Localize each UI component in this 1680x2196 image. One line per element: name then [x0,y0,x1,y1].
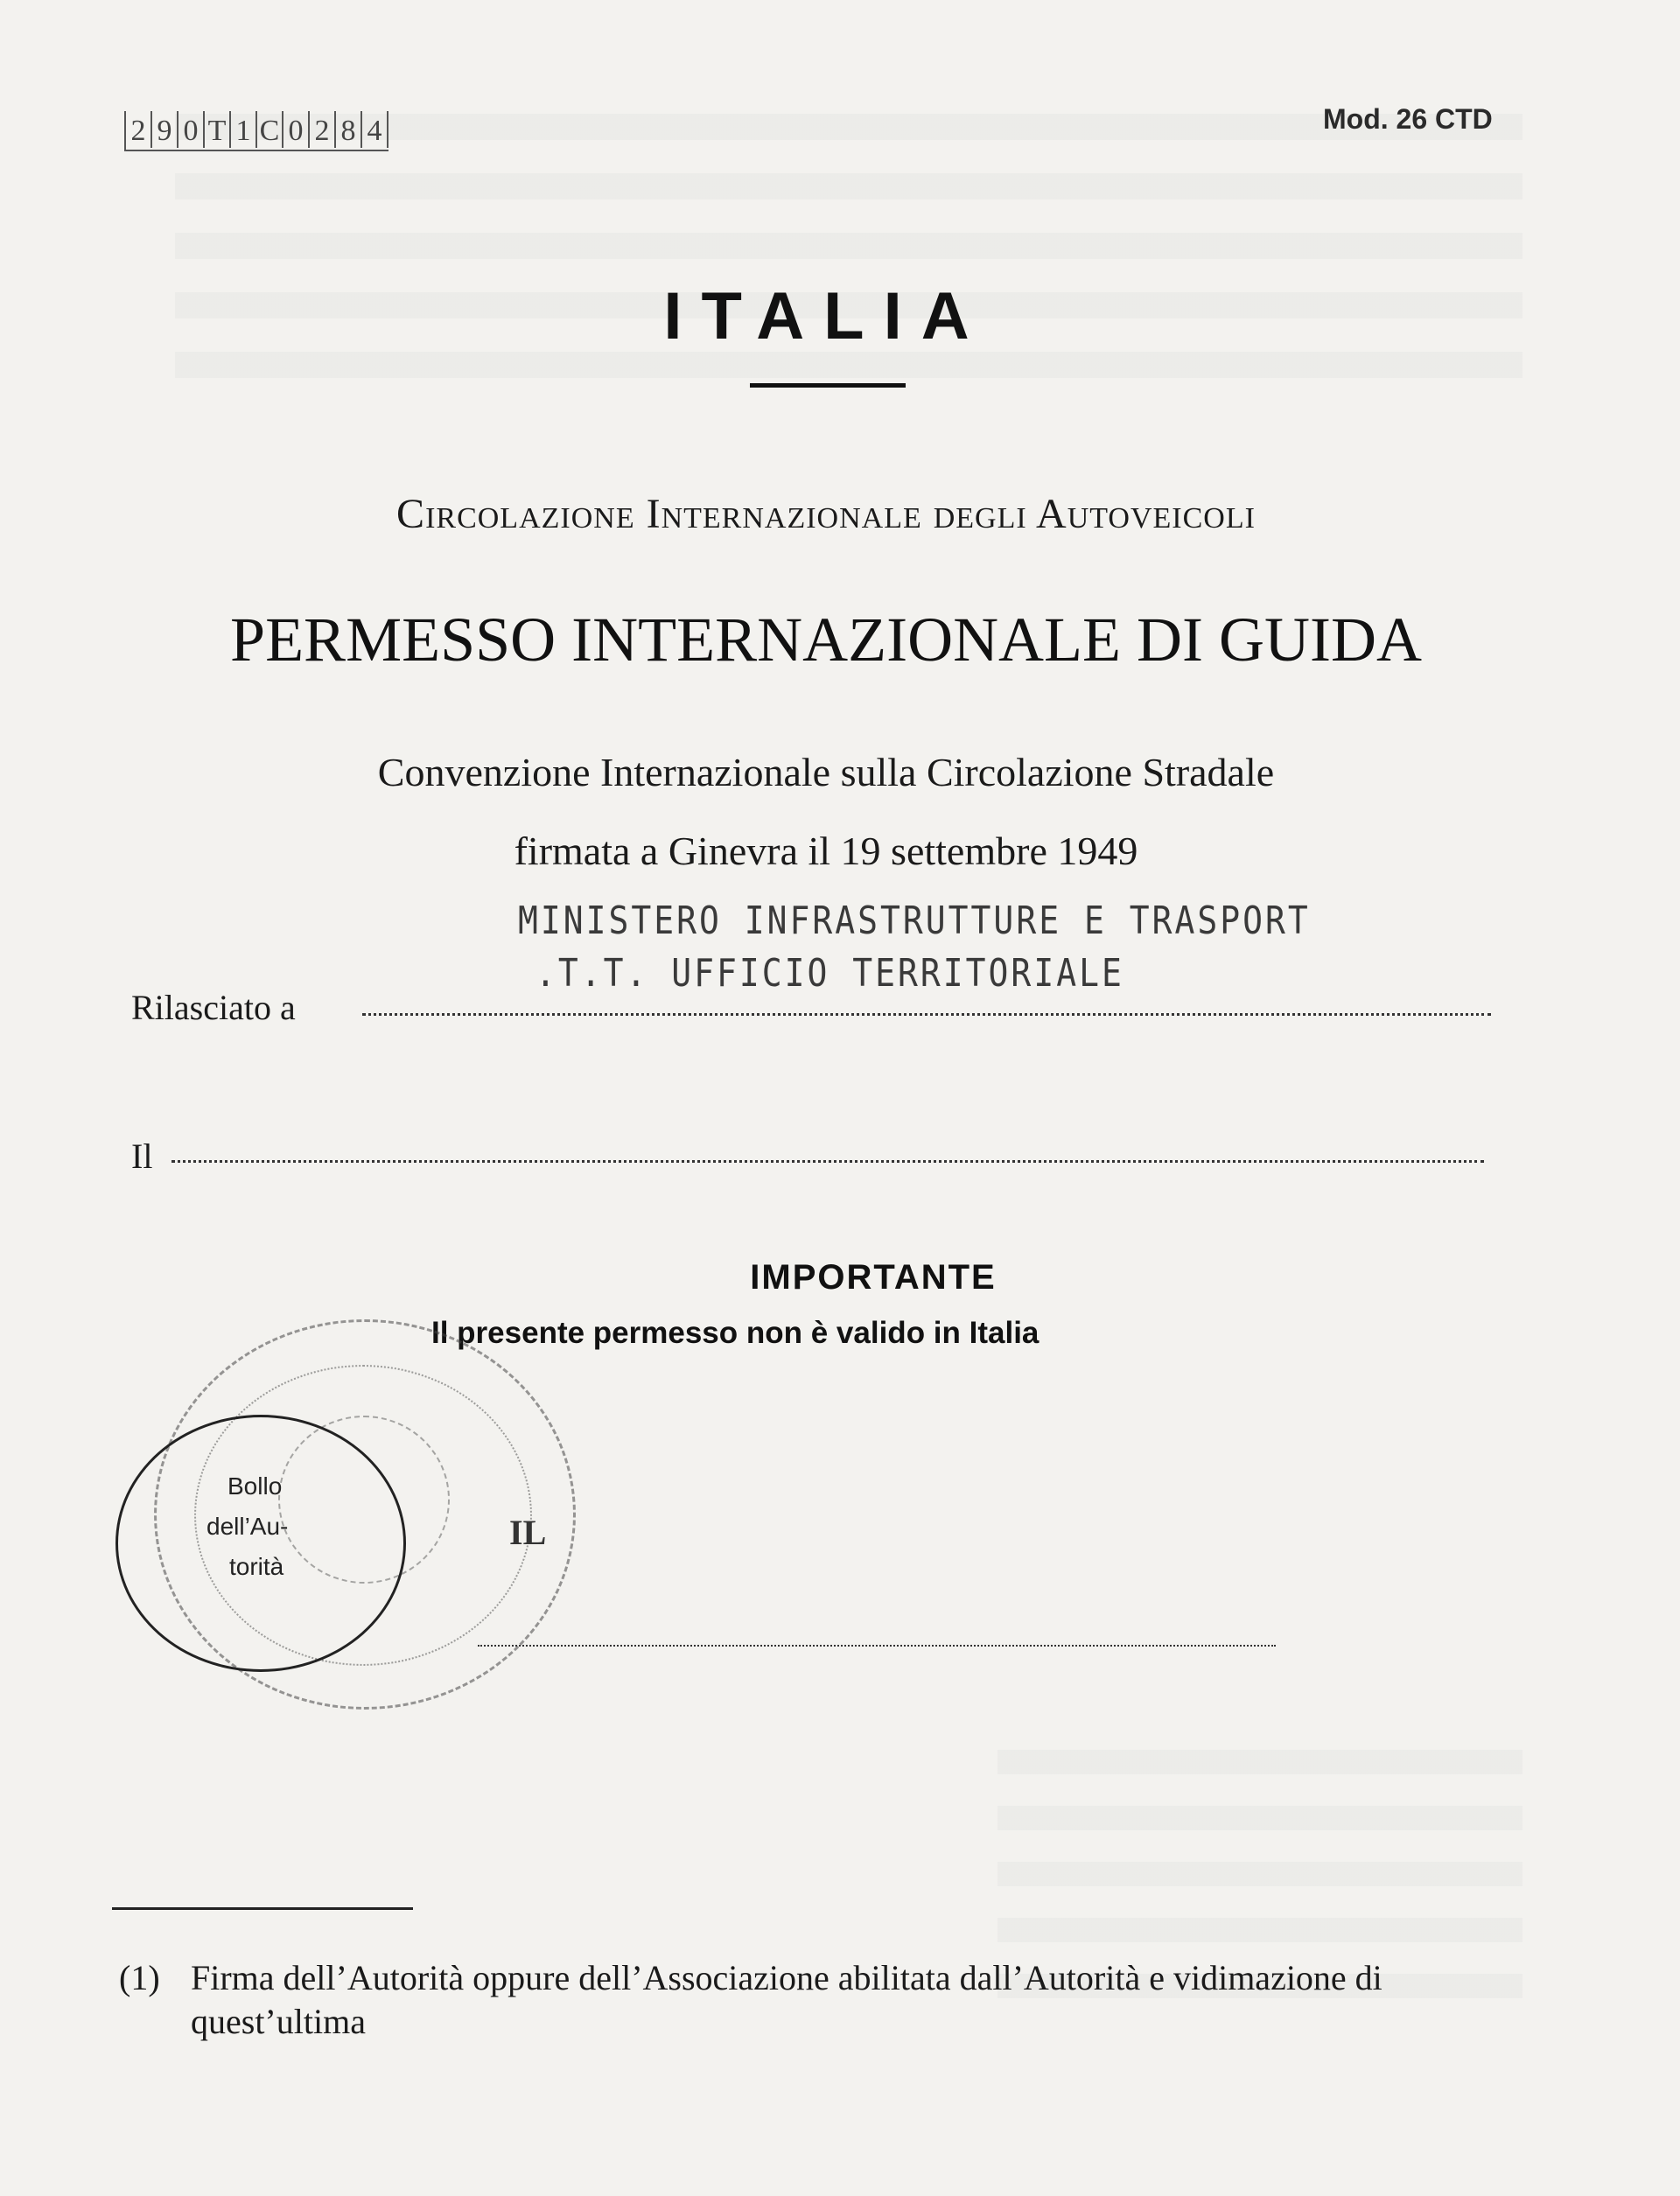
stamp-duty-label [206,1466,346,1587]
heading-rule [750,383,906,388]
serial-number [124,111,388,151]
serial-digit: 8 [336,111,362,148]
issued-by-label: Rilasciato a [131,988,296,1027]
issued-by-field[interactable] [362,1013,1491,1016]
footnote-rule [112,1907,413,1910]
serial-digit: 2 [310,111,336,148]
important-note: Il presente permesso non è valido in Italia [431,1316,1040,1350]
subheading: Circolazione Internazionale degli Autoveicoli [396,491,1256,537]
signature-mark: IL [509,1513,547,1552]
office-stamp-line: .T.T. UFFICIO TERRITORIALE [536,950,1124,996]
serial-digit: 0 [178,111,205,148]
signature-field[interactable] [478,1645,1276,1647]
serial-digit: 9 [152,111,178,148]
signed-line: firmata a Ginevra il 19 settembre 1949 [514,829,1138,873]
serial-digit: 0 [284,111,310,148]
footnote-text: Firma dell’Autorità oppure dell’Associazione abilitata dall’Autorità e vidimazione di quest’ultima [191,1958,1382,2041]
serial-digit: 1 [231,111,257,148]
date-label: Il [131,1136,153,1176]
convention-line: Convenzione Internazionale sulla Circolazione Stradale [377,750,1275,794]
document-title: PERMESSO INTERNAZIONALE DI GUIDA [230,605,1422,675]
footnote [119,1956,1484,2044]
serial-digit: C [257,111,284,148]
stamp-duty-label-line: Bollo [228,1472,283,1500]
footnote-number: (1) [119,1958,160,1997]
important-heading: IMPORTANTE [750,1258,997,1297]
ministry-stamp-line: MINISTERO INFRASTRUTTURE E TRASPORT [518,898,1311,943]
serial-digit: 2 [126,111,152,148]
stamp-duty-label-line: dell’Au- [206,1513,289,1540]
model-code: Mod. 26 CTD [1323,103,1493,135]
serial-digit: 4 [362,111,388,148]
date-field[interactable] [172,1160,1484,1163]
serial-digit: T [205,111,231,148]
stamp-duty-label-line: torità [229,1553,284,1580]
country-heading: ITALIA [663,279,989,353]
